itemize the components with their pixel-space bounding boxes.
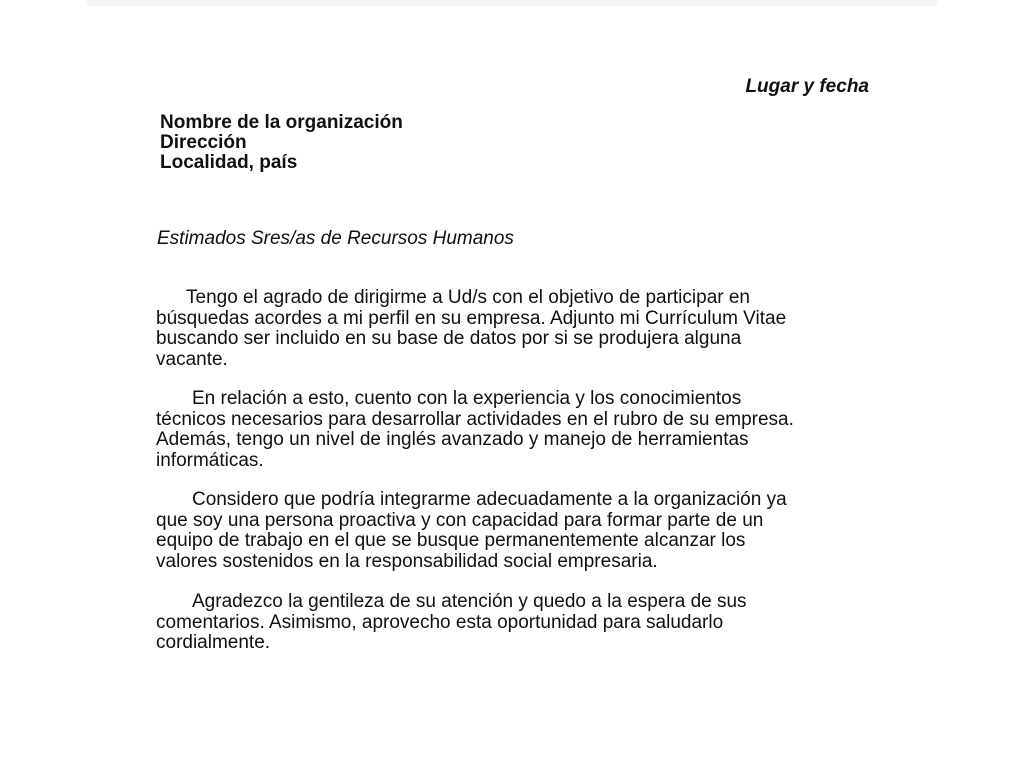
paragraph-line: buscando ser incluido en su base de datos por si se produjera alguna — [156, 328, 742, 349]
recipient-locality: Localidad, país — [160, 152, 298, 173]
paragraph-line: valores sostenidos en la responsabilidad social empresaria. — [156, 550, 658, 572]
body-paragraph-2 — [156, 389, 886, 471]
paragraph-line: cordialmente. — [156, 632, 271, 653]
paragraph-line: Tengo el agrado de dirigirme a Ud/s con el objetivo de participar en — [186, 287, 750, 308]
paragraph-line: informáticas. — [156, 449, 264, 471]
paragraph-line: equipo de trabajo en el que se busque permanentemente alcanzar los — [156, 530, 746, 551]
place-and-date: Lugar y fecha — [745, 76, 869, 97]
salutation: Estimados Sres/as de Recursos Humanos — [157, 228, 514, 249]
paragraph-line: vacante. — [156, 348, 228, 370]
recipient-address: Dirección — [160, 132, 247, 153]
paragraph-line: Además, tengo un nivel de inglés avanzado y manejo de herramientas — [156, 429, 749, 450]
paragraph-line: comentarios. Asimismo, aprovecho esta oportunidad para saludarlo — [156, 611, 724, 633]
paragraph-line: Considero que podría integrarme adecuadamente a la organización ya — [192, 489, 787, 510]
paragraph-line: técnicos necesarios para desarrollar actividades en el rubro de su empresa. — [156, 408, 794, 430]
paragraph-line: En relación a esto, cuento con la experiencia y los conocimientos — [192, 388, 742, 409]
recipient-block — [160, 113, 403, 173]
body-paragraph-4 — [156, 592, 886, 654]
body-paragraph-1 — [156, 288, 886, 370]
body-paragraph-3 — [156, 490, 886, 572]
paragraph-line: Agradezco la gentileza de su atención y quedo a la espera de sus — [192, 591, 747, 612]
recipient-organization: Nombre de la organización — [160, 112, 403, 133]
paragraph-line: búsquedas acordes a mi perfil en su empresa. Adjunto mi Currículum Vitae — [156, 307, 787, 329]
paragraph-line: que soy una persona proactiva y con capacidad para formar parte de un — [156, 509, 764, 531]
